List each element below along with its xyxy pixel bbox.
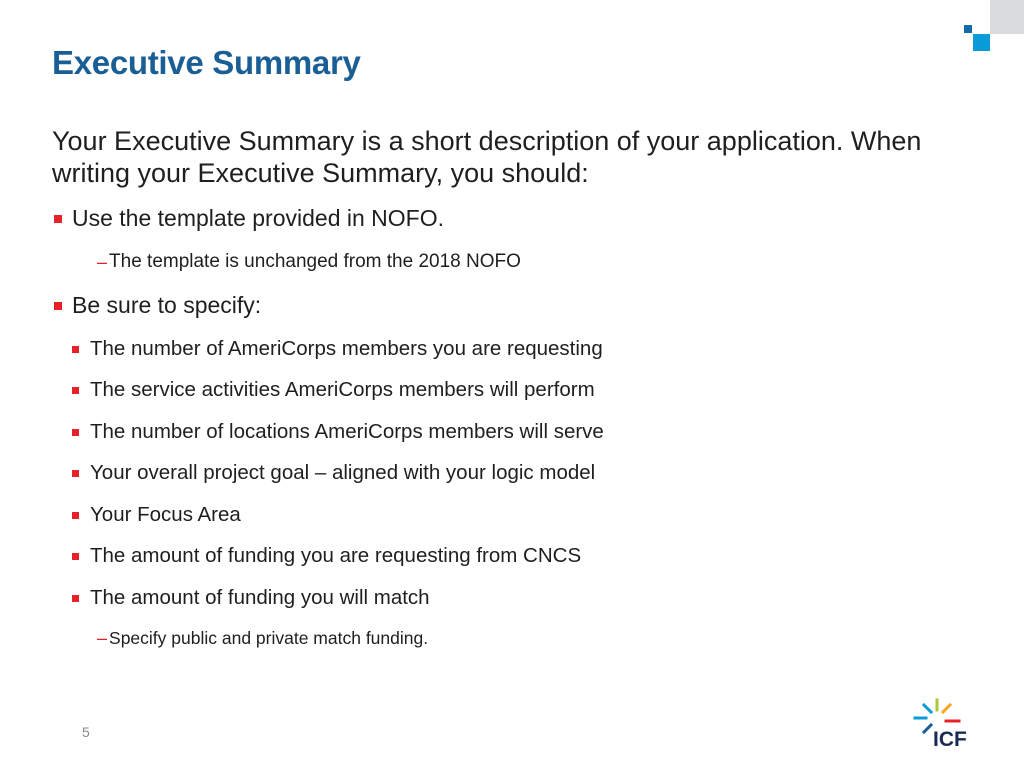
specify-item [72, 337, 603, 361]
corner-decoration-gray [990, 0, 1024, 34]
intro-paragraph: Your Executive Summary is a short description of your application. When writing your Executive Summary, you should: [52, 126, 922, 188]
dash-icon: – [97, 628, 108, 648]
bullet-square-icon [72, 470, 79, 477]
bullet-square-icon [72, 429, 79, 436]
icf-logo [912, 696, 976, 748]
dash-icon: – [97, 251, 108, 272]
specify-item [72, 586, 430, 610]
bullet-square-icon [72, 387, 79, 394]
slide-title: Executive Summary [52, 44, 361, 81]
sub-list-item [97, 628, 428, 649]
page-number: 5 [82, 724, 90, 740]
specify-item [72, 461, 595, 485]
sub-list-item-text: The template is unchanged from the 2018 NOFO [109, 251, 521, 272]
list-item-text: Use the template provided in NOFO. [72, 205, 444, 231]
logo-text: ICF [933, 728, 967, 748]
specify-item [72, 544, 581, 568]
list-item [54, 292, 261, 319]
specify-item-text: Your overall project goal – aligned with your logic model [90, 461, 596, 484]
specify-item [72, 503, 241, 527]
bullet-square-icon [54, 302, 62, 310]
specify-item-text: The number of locations AmeriCorps members will serve [90, 420, 604, 443]
bullet-square-icon [72, 346, 79, 353]
bullet-square-icon [54, 215, 62, 223]
bullet-square-icon [72, 553, 79, 560]
bullet-square-icon [72, 512, 79, 519]
specify-item-text: The amount of funding you will match [90, 586, 430, 609]
specify-item-text: The service activities AmeriCorps members will perform [90, 378, 595, 401]
specify-item-text: Your Focus Area [90, 503, 241, 526]
list-item [54, 205, 444, 232]
specify-item-text: The amount of funding you are requesting from CNCS [90, 544, 582, 567]
list-item-text: Be sure to specify: [72, 292, 262, 318]
specify-item-text: The number of AmeriCorps members you are requesting [90, 337, 603, 360]
sub-list-item [97, 251, 521, 273]
sub-list-item-text: Specify public and private match funding. [109, 628, 429, 648]
bullet-square-icon [72, 595, 79, 602]
specify-item [72, 420, 604, 444]
corner-decoration-blue [973, 34, 990, 51]
specify-item [72, 378, 595, 402]
corner-decoration-navy [964, 25, 972, 33]
